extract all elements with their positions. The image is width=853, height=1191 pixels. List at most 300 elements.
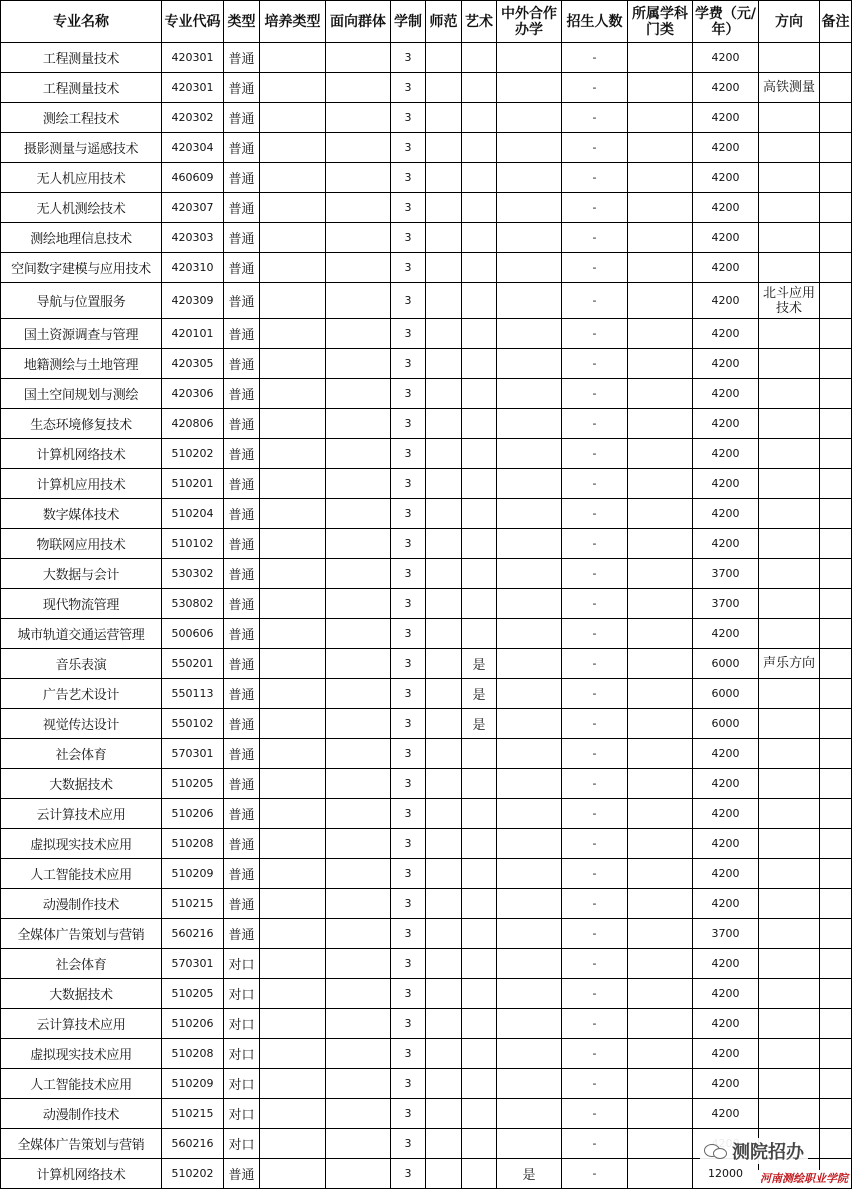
cell-direction (759, 1069, 820, 1099)
cell-type: 对口 (224, 1039, 260, 1069)
cell-coop (497, 1009, 562, 1039)
cell-group (326, 103, 391, 133)
cell-group (326, 469, 391, 499)
table-row (1, 1099, 852, 1129)
cell-group (326, 529, 391, 559)
cell-name: 物联网应用技术 (1, 529, 162, 559)
cell-type: 普通 (224, 529, 260, 559)
cell-art (462, 319, 497, 349)
cell-subject (628, 979, 693, 1009)
cell-art (462, 589, 497, 619)
cell-remark (820, 829, 852, 859)
cell-train (260, 859, 326, 889)
cell-teacher (426, 589, 462, 619)
cell-code: 510208 (162, 829, 224, 859)
cell-group (326, 43, 391, 73)
cell-teacher (426, 1039, 462, 1069)
cell-direction (759, 679, 820, 709)
cell-coop (497, 163, 562, 193)
cell-coop (497, 283, 562, 319)
cell-remark (820, 283, 852, 319)
cell-name: 视觉传达设计 (1, 709, 162, 739)
cell-code: 420309 (162, 283, 224, 319)
cell-teacher (426, 709, 462, 739)
cell-code: 510102 (162, 529, 224, 559)
cell-train (260, 1039, 326, 1069)
cell-group (326, 1099, 391, 1129)
cell-name: 云计算技术应用 (1, 1009, 162, 1039)
cell-subject (628, 679, 693, 709)
cell-type: 普通 (224, 133, 260, 163)
cell-type: 对口 (224, 1129, 260, 1159)
cell-art (462, 889, 497, 919)
cell-train (260, 499, 326, 529)
cell-type: 普通 (224, 409, 260, 439)
cell-count: - (562, 1159, 628, 1189)
cell-coop (497, 679, 562, 709)
cell-coop (497, 529, 562, 559)
cell-teacher (426, 1129, 462, 1159)
cell-code: 530802 (162, 589, 224, 619)
cell-years: 3 (391, 73, 426, 103)
cell-fee: 4200 (693, 163, 759, 193)
cell-type: 普通 (224, 193, 260, 223)
cell-name: 无人机应用技术 (1, 163, 162, 193)
cell-type: 普通 (224, 739, 260, 769)
cell-group (326, 619, 391, 649)
cell-subject (628, 1159, 693, 1189)
cell-teacher (426, 43, 462, 73)
cell-remark (820, 559, 852, 589)
cell-direction (759, 1039, 820, 1069)
cell-code: 530302 (162, 559, 224, 589)
cell-name: 测绘工程技术 (1, 103, 162, 133)
cell-teacher (426, 649, 462, 679)
cell-teacher (426, 739, 462, 769)
cell-remark (820, 439, 852, 469)
cell-direction (759, 1099, 820, 1129)
cell-art (462, 559, 497, 589)
cell-fee: 4200 (693, 829, 759, 859)
cell-art (462, 769, 497, 799)
cell-direction (759, 949, 820, 979)
cell-direction (759, 439, 820, 469)
cell-type: 普通 (224, 679, 260, 709)
table-body (1, 43, 852, 1189)
cell-group (326, 253, 391, 283)
cell-art (462, 1039, 497, 1069)
header-art: 艺术 (462, 1, 497, 43)
table-row (1, 979, 852, 1009)
cell-code: 510215 (162, 889, 224, 919)
cell-group (326, 589, 391, 619)
cell-subject (628, 799, 693, 829)
cell-group (326, 319, 391, 349)
cell-count: - (562, 709, 628, 739)
cell-group (326, 649, 391, 679)
cell-code: 550102 (162, 709, 224, 739)
table-row (1, 1009, 852, 1039)
cell-art: 是 (462, 649, 497, 679)
cell-subject (628, 919, 693, 949)
cell-train (260, 1129, 326, 1159)
cell-code: 420304 (162, 133, 224, 163)
cell-subject (628, 619, 693, 649)
cell-years: 3 (391, 919, 426, 949)
table-row (1, 409, 852, 439)
cell-subject (628, 253, 693, 283)
cell-code: 510206 (162, 1009, 224, 1039)
cell-group (326, 73, 391, 103)
watermark-text: 测院招办 (732, 1142, 804, 1163)
cell-train (260, 1009, 326, 1039)
cell-years: 3 (391, 859, 426, 889)
cell-type: 普通 (224, 43, 260, 73)
cell-type: 普通 (224, 859, 260, 889)
cell-direction (759, 739, 820, 769)
cell-subject (628, 223, 693, 253)
cell-art (462, 73, 497, 103)
cell-years: 3 (391, 649, 426, 679)
cell-coop (497, 769, 562, 799)
cell-name: 大数据与会计 (1, 559, 162, 589)
cell-years: 3 (391, 1069, 426, 1099)
cell-subject (628, 739, 693, 769)
cell-group (326, 409, 391, 439)
cell-name: 摄影测量与遥感技术 (1, 133, 162, 163)
cell-code: 570301 (162, 949, 224, 979)
cell-teacher (426, 319, 462, 349)
table-row (1, 223, 852, 253)
cell-code: 510204 (162, 499, 224, 529)
cell-art (462, 1099, 497, 1129)
cell-fee: 4200 (693, 133, 759, 163)
cell-teacher (426, 769, 462, 799)
cell-code: 570301 (162, 739, 224, 769)
cell-coop (497, 1129, 562, 1159)
cell-type: 普通 (224, 319, 260, 349)
cell-remark (820, 409, 852, 439)
cell-group (326, 979, 391, 1009)
cell-teacher (426, 1009, 462, 1039)
cell-art (462, 1069, 497, 1099)
cell-coop (497, 253, 562, 283)
cell-train (260, 1099, 326, 1129)
cell-name: 全媒体广告策划与营销 (1, 919, 162, 949)
cell-teacher (426, 799, 462, 829)
cell-remark (820, 919, 852, 949)
cell-direction (759, 253, 820, 283)
table-row (1, 1039, 852, 1069)
cell-train (260, 649, 326, 679)
cell-subject (628, 709, 693, 739)
cell-years: 3 (391, 283, 426, 319)
header-direction: 方向 (759, 1, 820, 43)
wechat-icon (704, 1142, 728, 1160)
cell-years: 3 (391, 379, 426, 409)
cell-count: - (562, 253, 628, 283)
cell-subject (628, 379, 693, 409)
cell-name: 生态环境修复技术 (1, 409, 162, 439)
cell-type: 对口 (224, 949, 260, 979)
cell-teacher (426, 193, 462, 223)
cell-fee: 4200 (693, 619, 759, 649)
cell-teacher (426, 889, 462, 919)
table-row (1, 619, 852, 649)
cell-code: 510206 (162, 799, 224, 829)
cell-direction (759, 379, 820, 409)
cell-fee: 4200 (693, 799, 759, 829)
cell-train (260, 709, 326, 739)
cell-train (260, 163, 326, 193)
cell-fee: 4200 (693, 1039, 759, 1069)
cell-art (462, 163, 497, 193)
cell-subject (628, 193, 693, 223)
cell-coop (497, 379, 562, 409)
cell-remark (820, 769, 852, 799)
cell-teacher (426, 409, 462, 439)
cell-count: - (562, 1129, 628, 1159)
cell-years: 3 (391, 223, 426, 253)
cell-code: 420301 (162, 43, 224, 73)
cell-name: 云计算技术应用 (1, 799, 162, 829)
table-row (1, 529, 852, 559)
cell-remark (820, 469, 852, 499)
cell-count: - (562, 1099, 628, 1129)
cell-subject (628, 859, 693, 889)
cell-fee: 4200 (693, 349, 759, 379)
cell-name: 计算机网络技术 (1, 439, 162, 469)
cell-train (260, 439, 326, 469)
cell-count: - (562, 529, 628, 559)
cell-teacher (426, 619, 462, 649)
cell-fee: 4200 (693, 43, 759, 73)
cell-years: 3 (391, 469, 426, 499)
cell-art: 是 (462, 709, 497, 739)
cell-remark (820, 73, 852, 103)
cell-teacher (426, 1069, 462, 1099)
cell-art (462, 739, 497, 769)
cell-art (462, 919, 497, 949)
cell-years: 3 (391, 889, 426, 919)
cell-train (260, 559, 326, 589)
cell-type: 对口 (224, 1099, 260, 1129)
cell-direction (759, 223, 820, 253)
cell-subject (628, 103, 693, 133)
cell-count: - (562, 919, 628, 949)
header-subject: 所属学科门类 (628, 1, 693, 43)
cell-remark (820, 949, 852, 979)
wechat-watermark (700, 1138, 808, 1164)
cell-count: - (562, 799, 628, 829)
cell-name: 广告艺术设计 (1, 679, 162, 709)
cell-type: 普通 (224, 439, 260, 469)
cell-subject (628, 319, 693, 349)
cell-teacher (426, 1099, 462, 1129)
cell-remark (820, 499, 852, 529)
cell-count: - (562, 1039, 628, 1069)
cell-art (462, 619, 497, 649)
cell-type: 对口 (224, 1009, 260, 1039)
cell-name: 音乐表演 (1, 649, 162, 679)
cell-coop (497, 193, 562, 223)
cell-type: 普通 (224, 469, 260, 499)
cell-remark (820, 709, 852, 739)
cell-subject (628, 529, 693, 559)
cell-name: 导航与位置服务 (1, 283, 162, 319)
cell-art (462, 979, 497, 1009)
cell-coop (497, 559, 562, 589)
cell-type: 普通 (224, 379, 260, 409)
cell-type: 普通 (224, 889, 260, 919)
cell-group (326, 1009, 391, 1039)
table-row (1, 499, 852, 529)
cell-years: 3 (391, 559, 426, 589)
cell-art (462, 103, 497, 133)
cell-years: 3 (391, 1159, 426, 1189)
cell-count: - (562, 679, 628, 709)
cell-count: - (562, 589, 628, 619)
cell-type: 普通 (224, 283, 260, 319)
cell-fee: 4200 (693, 193, 759, 223)
cell-fee: 4200 (693, 73, 759, 103)
cell-remark (820, 1129, 852, 1159)
cell-years: 3 (391, 409, 426, 439)
cell-train (260, 133, 326, 163)
cell-type: 普通 (224, 499, 260, 529)
cell-fee: 4200 (693, 223, 759, 253)
cell-group (326, 163, 391, 193)
cell-fee: 4200 (693, 253, 759, 283)
cell-teacher (426, 439, 462, 469)
cell-art (462, 799, 497, 829)
table-row (1, 253, 852, 283)
cell-name: 计算机应用技术 (1, 469, 162, 499)
cell-years: 3 (391, 589, 426, 619)
cell-train (260, 103, 326, 133)
cell-remark (820, 529, 852, 559)
cell-group (326, 283, 391, 319)
cell-subject (628, 1069, 693, 1099)
cell-art (462, 469, 497, 499)
cell-code: 420310 (162, 253, 224, 283)
cell-teacher (426, 73, 462, 103)
table-row (1, 859, 852, 889)
table-row (1, 919, 852, 949)
cell-art (462, 193, 497, 223)
cell-coop (497, 349, 562, 379)
cell-remark (820, 1009, 852, 1039)
cell-years: 3 (391, 103, 426, 133)
cell-fee: 4200 (693, 283, 759, 319)
cell-direction (759, 979, 820, 1009)
cell-subject (628, 559, 693, 589)
cell-subject (628, 829, 693, 859)
cell-years: 3 (391, 1009, 426, 1039)
cell-remark (820, 349, 852, 379)
cell-code: 460609 (162, 163, 224, 193)
cell-count: - (562, 949, 628, 979)
cell-coop (497, 43, 562, 73)
cell-count: - (562, 73, 628, 103)
cell-type: 普通 (224, 1159, 260, 1189)
cell-type: 普通 (224, 769, 260, 799)
cell-direction (759, 133, 820, 163)
cell-name: 社会体育 (1, 739, 162, 769)
cell-subject (628, 1129, 693, 1159)
cell-code: 420307 (162, 193, 224, 223)
cell-train (260, 1069, 326, 1099)
cell-direction (759, 103, 820, 133)
cell-group (326, 919, 391, 949)
cell-coop (497, 103, 562, 133)
cell-name: 国土资源调查与管理 (1, 319, 162, 349)
cell-type: 普通 (224, 349, 260, 379)
cell-art (462, 253, 497, 283)
cell-remark (820, 163, 852, 193)
cell-coop (497, 619, 562, 649)
cell-years: 3 (391, 349, 426, 379)
cell-count: - (562, 349, 628, 379)
cell-type: 对口 (224, 979, 260, 1009)
header-row (1, 1, 852, 43)
cell-name: 动漫制作技术 (1, 889, 162, 919)
cell-group (326, 739, 391, 769)
cell-fee: 6000 (693, 649, 759, 679)
cell-count: - (562, 739, 628, 769)
cell-fee: 4200 (693, 409, 759, 439)
cell-fee: 4200 (693, 319, 759, 349)
cell-type: 普通 (224, 919, 260, 949)
cell-subject (628, 133, 693, 163)
cell-subject (628, 163, 693, 193)
cell-art (462, 1129, 497, 1159)
header-group: 面向群体 (326, 1, 391, 43)
cell-direction (759, 469, 820, 499)
cell-years: 3 (391, 1129, 426, 1159)
cell-remark (820, 223, 852, 253)
cell-coop (497, 1039, 562, 1069)
cell-direction (759, 499, 820, 529)
cell-train (260, 43, 326, 73)
cell-train (260, 619, 326, 649)
cell-group (326, 889, 391, 919)
cell-code: 510209 (162, 1069, 224, 1099)
cell-count: - (562, 319, 628, 349)
cell-fee: 6000 (693, 709, 759, 739)
cell-remark (820, 859, 852, 889)
cell-type: 对口 (224, 1069, 260, 1099)
cell-art (462, 829, 497, 859)
cell-name: 人工智能技术应用 (1, 859, 162, 889)
cell-art (462, 349, 497, 379)
cell-years: 3 (391, 1039, 426, 1069)
cell-train (260, 73, 326, 103)
cell-coop (497, 979, 562, 1009)
cell-code: 420101 (162, 319, 224, 349)
cell-fee: 4200 (693, 979, 759, 1009)
cell-train (260, 253, 326, 283)
cell-type: 普通 (224, 709, 260, 739)
table-row (1, 133, 852, 163)
cell-teacher (426, 163, 462, 193)
table-row (1, 949, 852, 979)
cell-type: 普通 (224, 799, 260, 829)
cell-remark (820, 799, 852, 829)
cell-name: 全媒体广告策划与营销 (1, 1129, 162, 1159)
table-row (1, 319, 852, 349)
cell-train (260, 589, 326, 619)
